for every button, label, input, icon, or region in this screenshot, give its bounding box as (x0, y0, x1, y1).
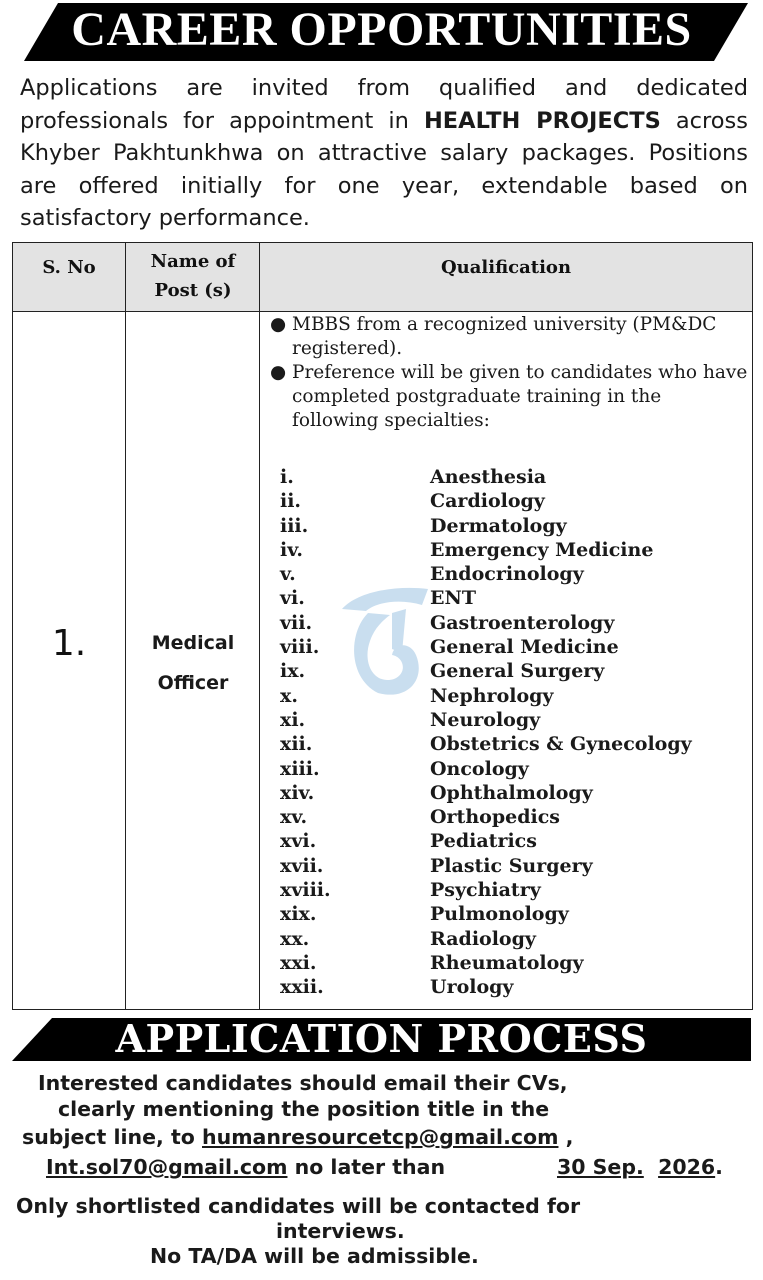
specialty-name: Pulmonology (430, 903, 569, 926)
header-post-line2: Post (s) (154, 280, 232, 301)
specialty-number: viii. (280, 636, 320, 659)
tada-note: No TA/DA will be admissible. (150, 1244, 479, 1268)
specialty-number: xxi. (280, 951, 317, 974)
process-line: Interested candidates should email their CVs, (38, 1071, 568, 1095)
specialty-number: xviii. (280, 879, 331, 902)
specialty-name: Orthopedics (430, 806, 560, 829)
specialty-number: i. (280, 466, 294, 488)
page-title: CAREER OPPORTUNITIES (71, 3, 692, 56)
header-post (126, 247, 260, 305)
specialty-number: iv. (280, 538, 303, 561)
specialty-item (268, 878, 748, 902)
specialty-item (268, 854, 748, 878)
specialty-name: Radiology (430, 927, 536, 950)
specialty-item (268, 514, 748, 538)
specialty-number: xi. (280, 708, 306, 731)
qualification-cell (268, 313, 748, 999)
specialty-number: xiii. (280, 757, 320, 780)
process-line (22, 1124, 573, 1150)
specialty-item (268, 538, 748, 562)
specialty-name: Cardiology (430, 490, 545, 513)
specialty-name: Neurology (430, 708, 541, 731)
specialty-number: ii. (280, 490, 302, 513)
specialty-number: xvi. (280, 830, 317, 853)
specialty-name: ENT (430, 587, 476, 610)
intro-text-after: across Khyber Pakhtunkhwa on attractive salary packages. Positions are offered initially for one year, extendable based on satisfactory performance. (20, 107, 748, 231)
specialty-number: ix. (280, 660, 306, 683)
specialty-item (268, 927, 748, 951)
process-title: APPLICATION PROCESS (115, 1016, 648, 1061)
specialty-item (268, 829, 748, 853)
specialty-number: xii. (280, 733, 313, 756)
specialty-name: Nephrology (430, 684, 554, 707)
shortlist-note: Only shortlisted candidates will be contacted for (16, 1194, 581, 1218)
specialty-item (268, 805, 748, 829)
specialty-name: Plastic Surgery (430, 854, 593, 877)
specialty-name: Pediatrics (430, 830, 537, 853)
specialty-number: xvii. (280, 854, 324, 877)
specialty-item (268, 951, 748, 975)
specialty-name: Ophthalmology (430, 781, 593, 804)
specialty-number: xxii. (280, 976, 324, 999)
process-line-prefix: subject line, to (22, 1125, 195, 1149)
specialty-number: xv. (280, 806, 308, 829)
intro-text-before: Applications are invited from qualified and dedicated professionals for appointment in (20, 75, 748, 134)
specialty-name: Anesthesia (430, 466, 547, 488)
deadline-period: . (715, 1155, 723, 1179)
specialty-name: Urology (430, 976, 514, 999)
specialty-name: Rheumatology (430, 951, 584, 974)
specialty-item (268, 489, 748, 513)
specialty-item (268, 732, 748, 756)
row-sno: 1. (51, 623, 87, 664)
specialty-item (268, 975, 748, 999)
specialty-item (268, 757, 748, 781)
specialty-name: Emergency Medicine (430, 538, 654, 561)
header-qualification: Qualification (440, 257, 572, 278)
header-sno: S. No (42, 257, 96, 278)
email-link-primary[interactable]: humanresourcetcp@gmail.com (202, 1125, 559, 1149)
specialty-number: vii. (280, 611, 313, 634)
specialty-item (268, 708, 748, 732)
specialty-name: Oncology (430, 757, 529, 780)
specialty-number: x. (280, 684, 298, 707)
specialty-number: vi. (280, 587, 305, 610)
specialty-item (268, 902, 748, 926)
specialties-list (268, 465, 748, 1000)
specialty-name: Endocrinology (430, 563, 584, 586)
specialty-name: General Medicine (430, 636, 619, 659)
deadline-day: 30 Sep. (557, 1155, 644, 1179)
specialty-name: Psychiatry (430, 879, 541, 902)
watermark-logo-icon (338, 583, 430, 698)
deadline-text: no later than (294, 1155, 446, 1179)
qualification-bullet: ● MBBS from a recognized university (PM&DC registered). (268, 313, 748, 361)
row-post (126, 623, 260, 703)
header-post-line1: Name of (150, 251, 236, 272)
specialty-number: xx. (280, 927, 310, 950)
specialty-item (268, 781, 748, 805)
intro-paragraph (20, 72, 748, 235)
deadline-date (557, 1154, 723, 1180)
specialty-number: v. (280, 563, 296, 586)
comma: , (565, 1125, 574, 1149)
email-link-secondary[interactable]: Int.sol70@gmail.com (46, 1155, 288, 1179)
specialty-number: iii. (280, 514, 309, 537)
qualification-bullet: ● Preference will be given to candidates who have completed postgraduate training in the following specialties: (268, 361, 748, 433)
specialty-name: Dermatology (430, 514, 567, 537)
deadline-year: 2026 (658, 1155, 716, 1179)
shortlist-note-cont: interviews. (276, 1219, 405, 1243)
specialty-name: Gastroenterology (430, 611, 615, 634)
specialty-name: General Surgery (430, 660, 605, 683)
specialty-name: Obstetrics & Gynecology (430, 733, 692, 756)
specialty-number: xix. (280, 903, 317, 926)
intro-highlight: HEALTH PROJECTS (423, 107, 661, 134)
specialty-number: xiv. (280, 781, 315, 804)
specialty-item (268, 465, 748, 489)
process-line: clearly mentioning the position title in the (58, 1097, 550, 1121)
process-line (46, 1154, 445, 1180)
row-post-line1: Medical (151, 632, 235, 654)
row-post-line2: Officer (157, 672, 229, 694)
